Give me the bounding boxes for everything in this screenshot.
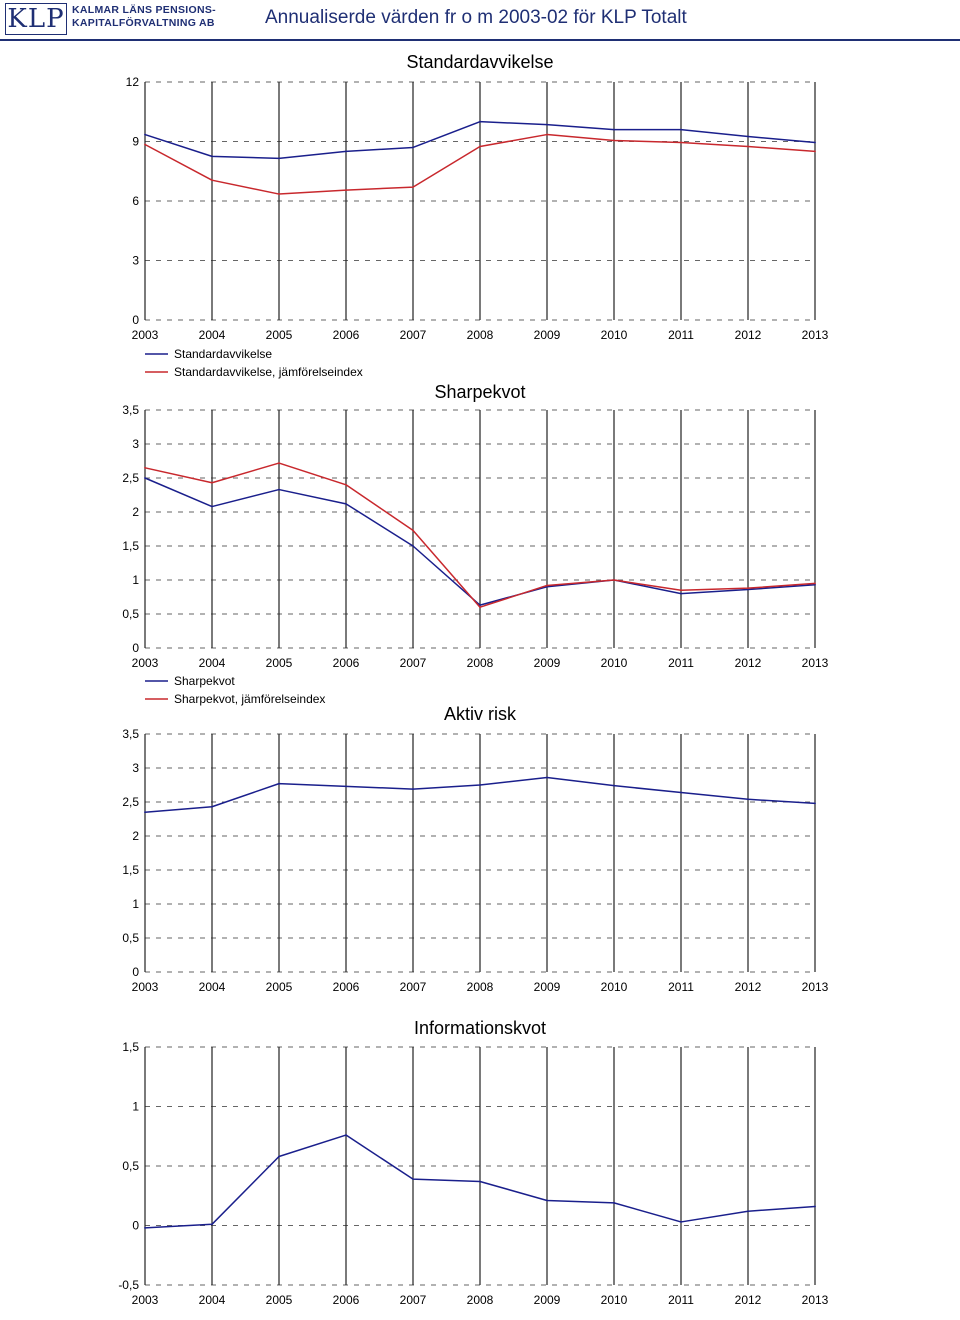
data-point [211, 806, 213, 808]
data-point [144, 1227, 146, 1229]
data-point [747, 146, 749, 148]
data-point [278, 489, 280, 491]
x-tick-label: 2004 [198, 980, 226, 994]
x-tick-label: 2009 [533, 980, 561, 994]
data-point [345, 484, 347, 486]
data-point [613, 579, 615, 581]
x-tick-label: 2008 [466, 656, 494, 670]
data-point [479, 1181, 481, 1183]
data-point [546, 1200, 548, 1202]
chart-title: Aktiv risk [444, 704, 516, 724]
data-point [412, 529, 414, 531]
data-point [211, 506, 213, 508]
chart-title: Informationskvot [413, 1018, 547, 1038]
x-tick-label: 2008 [466, 980, 494, 994]
y-tick-label: 1,5 [122, 539, 139, 553]
legend-label: Sharpekvot, jämförelseindex [174, 692, 326, 706]
y-tick-label: -0,5 [118, 1278, 139, 1292]
x-tick-label: 2009 [533, 656, 561, 670]
y-tick-label: 2,5 [122, 471, 139, 485]
data-point [144, 467, 146, 469]
data-point [278, 462, 280, 464]
data-point [747, 136, 749, 138]
x-tick-label: 2006 [332, 328, 360, 342]
x-tick-label: 2009 [533, 1293, 561, 1307]
data-point [680, 129, 682, 131]
company-name-line2: KAPITALFÖRVALTNING AB [72, 17, 215, 29]
y-tick-label: 1,5 [122, 1040, 139, 1054]
y-tick-label: 2,5 [122, 795, 139, 809]
data-point [278, 783, 280, 785]
x-tick-label: 2005 [265, 328, 293, 342]
data-point [613, 785, 615, 787]
x-tick-label: 2012 [734, 980, 762, 994]
data-point [278, 157, 280, 159]
data-point [144, 144, 146, 146]
y-tick-label: 1,5 [122, 863, 139, 877]
x-tick-label: 2012 [734, 656, 762, 670]
data-point [747, 587, 749, 589]
y-tick-label: 3 [132, 437, 139, 451]
x-tick-label: 2007 [399, 980, 427, 994]
data-point [345, 503, 347, 505]
y-tick-label: 0 [132, 1218, 139, 1233]
legend-label: Sharpekvot [174, 674, 235, 688]
y-tick-label: 9 [132, 134, 139, 149]
x-tick-label: 2011 [668, 656, 694, 670]
data-point [479, 606, 481, 608]
data-point [546, 777, 548, 779]
x-tick-label: 2006 [332, 980, 360, 994]
x-tick-label: 2007 [399, 328, 427, 342]
data-point [613, 129, 615, 131]
x-tick-label: 2013 [801, 1293, 829, 1307]
x-tick-label: 2009 [533, 328, 561, 342]
data-point [814, 151, 816, 153]
company-name-line1: KALMAR LÄNS PENSIONS- [72, 4, 216, 16]
y-tick-label: 0,5 [122, 931, 139, 945]
y-tick-label: 0 [132, 641, 139, 655]
data-point [345, 1134, 347, 1136]
x-tick-label: 2013 [801, 656, 829, 670]
data-point [412, 186, 414, 188]
page-title: Annualiserde värden fr o m 2003-02 för KLP Totalt [265, 7, 687, 28]
data-point [479, 784, 481, 786]
data-point [345, 785, 347, 787]
x-tick-label: 2006 [332, 656, 360, 670]
data-point [613, 1202, 615, 1204]
data-point [211, 155, 213, 157]
data-point [144, 477, 146, 479]
y-tick-label: 0,5 [122, 607, 139, 621]
data-point [613, 140, 615, 142]
y-tick-label: 1 [132, 897, 139, 911]
x-tick-label: 2011 [668, 980, 694, 994]
x-tick-label: 2008 [466, 328, 494, 342]
y-tick-label: 0 [132, 313, 139, 327]
x-tick-label: 2003 [131, 980, 159, 994]
x-tick-label: 2007 [399, 1293, 427, 1307]
y-tick-label: 2 [132, 829, 139, 843]
y-tick-label: 3,5 [122, 727, 139, 741]
data-point [814, 1206, 816, 1208]
x-tick-label: 2003 [131, 656, 159, 670]
data-point [680, 593, 682, 595]
x-tick-label: 2004 [198, 656, 226, 670]
data-point [680, 589, 682, 591]
chart-title: Standardavvikelse [406, 52, 554, 72]
data-point [278, 193, 280, 195]
data-point [211, 1223, 213, 1225]
data-point [345, 189, 347, 191]
y-tick-label: 6 [132, 194, 139, 208]
y-tick-label: 3 [132, 253, 139, 268]
data-point [546, 124, 548, 126]
y-tick-label: 2 [132, 505, 139, 519]
data-point [479, 121, 481, 123]
y-tick-label: 3,5 [122, 403, 139, 417]
x-tick-label: 2003 [131, 1293, 159, 1307]
x-tick-label: 2006 [332, 1293, 360, 1307]
x-tick-label: 2012 [734, 328, 762, 342]
x-tick-label: 2011 [668, 1293, 694, 1307]
y-tick-label: 1 [132, 573, 139, 587]
y-tick-label: 0,5 [122, 1159, 139, 1173]
data-point [747, 1210, 749, 1212]
legend-label: Standardavvikelse [174, 347, 273, 361]
y-tick-label: 0 [132, 965, 139, 979]
x-tick-label: 2013 [801, 980, 829, 994]
x-tick-label: 2010 [600, 1293, 628, 1307]
x-tick-label: 2010 [600, 656, 628, 670]
data-point [144, 134, 146, 136]
x-tick-label: 2004 [198, 328, 226, 342]
data-point [814, 802, 816, 804]
data-point [412, 1178, 414, 1180]
data-point [211, 179, 213, 181]
x-tick-label: 2013 [801, 328, 829, 342]
y-tick-label: 12 [125, 75, 139, 89]
data-point [680, 792, 682, 794]
data-point [144, 811, 146, 813]
data-point [546, 134, 548, 136]
x-tick-label: 2010 [600, 328, 628, 342]
data-point [680, 142, 682, 144]
x-tick-label: 2005 [265, 980, 293, 994]
data-point [412, 147, 414, 149]
data-point [278, 1156, 280, 1158]
legend-label: Standardavvikelse, jämförelseindex [174, 365, 363, 379]
x-tick-label: 2003 [131, 328, 159, 342]
data-point [546, 585, 548, 587]
x-tick-label: 2012 [734, 1293, 762, 1307]
data-point [747, 798, 749, 800]
y-tick-label: 3 [132, 761, 139, 775]
x-tick-label: 2011 [668, 328, 694, 342]
chart-title: Sharpekvot [434, 382, 526, 402]
data-point [211, 482, 213, 484]
data-point [412, 545, 414, 547]
x-tick-label: 2005 [265, 656, 293, 670]
data-point [345, 151, 347, 153]
x-tick-label: 2010 [600, 980, 628, 994]
x-tick-label: 2005 [265, 1293, 293, 1307]
x-tick-label: 2007 [399, 656, 427, 670]
klp-logo: KLP [5, 3, 67, 35]
data-point [814, 142, 816, 144]
data-point [680, 1221, 682, 1223]
data-point [814, 583, 816, 585]
y-tick-label: 1 [132, 1099, 139, 1114]
data-point [479, 146, 481, 148]
x-tick-label: 2004 [198, 1293, 226, 1307]
x-tick-label: 2008 [466, 1293, 494, 1307]
data-point [412, 788, 414, 790]
